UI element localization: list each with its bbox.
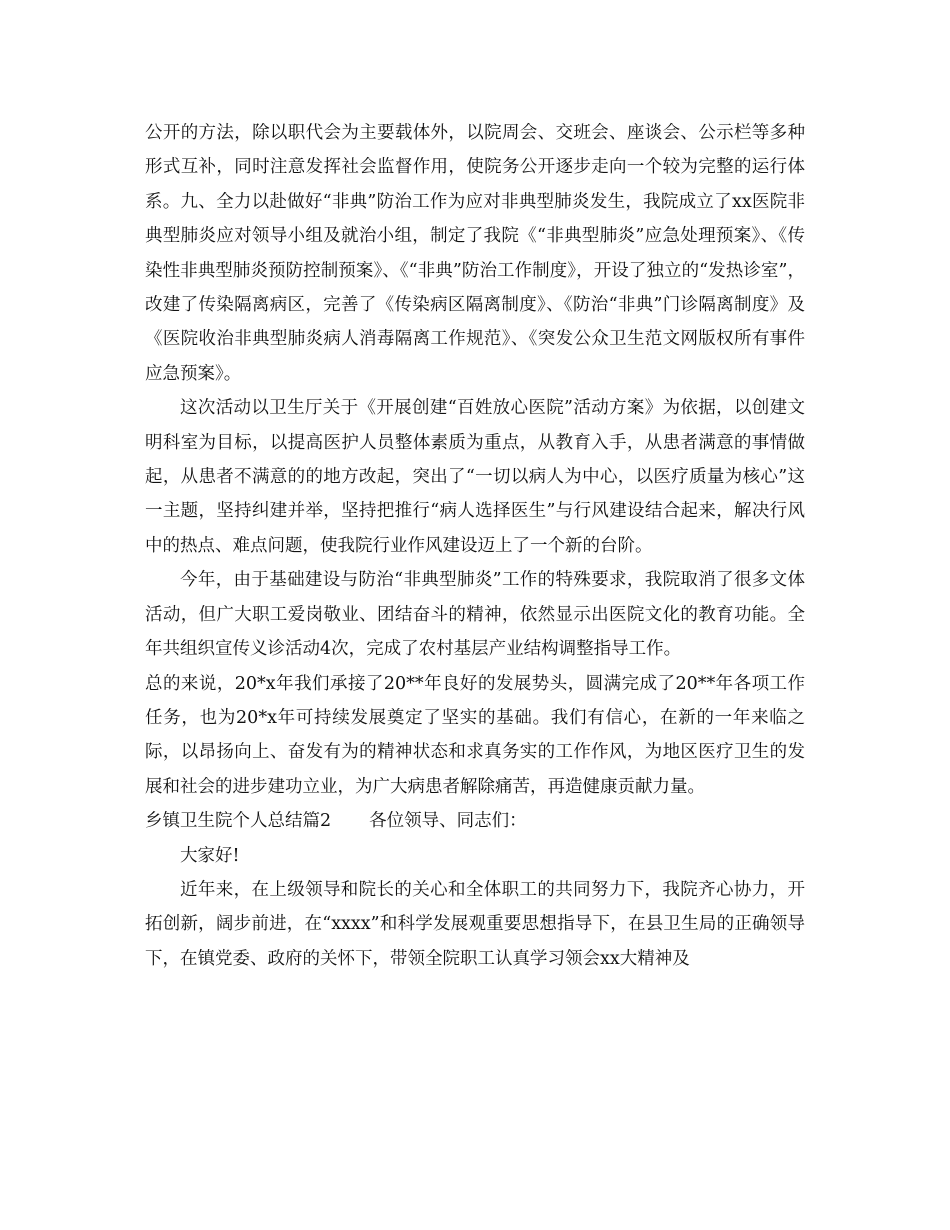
paragraph-recent-years: 近年来，在上级领导和院长的关心和全体职工的共同努力下，我院齐心协力，开拓创新，阔步前进，在“xxxx”和科学发展观重要思想指导下，在县卫生局的正确领导下，在镇党委、政府的关怀下，带领全院职工认真学习领会xx大精神及 (145, 879, 805, 969)
paragraph-this-year: 今年，由于基础建设与防治“非典型肺炎”工作的特殊要求，我院取消了很多文体活动，但广大职工爱岗敬业、团结奋斗的精神，依然显示出医院文化的教育功能。全年共组织宣传义诊活动4次，完成了农村基层产业结构调整指导工作。 (145, 570, 805, 660)
paragraph-campaign: 这次活动以卫生厅关于《开展创建“百姓放心医院”活动方案》为依据，以创建文明科室为目标，以提高医护人员整体素质为重点，从教育入手，从患者满意的事情做起，从患者不满意的的地方改起，突出了“一切以病人为中心，以医疗质量为核心”这一主题，坚持纠建并举，坚持把推行“病人选择医生”与行风建设结合起来，解决行风中的热点、难点问题，使我院行业作风建设迈上了一个新的台阶。 (145, 398, 805, 556)
salutation: 各位领导、同志们： (369, 811, 527, 832)
paragraph-summary: 总的来说，20*x年我们承接了20**年良好的发展势头，圆满完成了20**年各项工作任务，也为20*x年可持续发展奠定了坚实的基础。我们有信心，在新的一年来临之际，以昂扬向上、奋发有为的精神状态和求真务实的工作作风，为地区医疗卫生的发展和社会的进步建功立业，为广大病患者解除痛苦，再造健康贡献力量。 (145, 673, 805, 797)
paragraph-public-affairs: 公开的方法，除以职代会为主要载体外，以院周会、交班会、座谈会、公示栏等多种形式互补，同时注意发挥社会监督作用，使院务公开逐步走向一个较为完整的运行体系。九、全力以赴做好“非典”防治工作为应对非典型肺炎发生，我院成立了xx医院非典型肺炎应对领导小组及就治小组，制定了我院《“非典型肺炎”应急处理预案》、《传染性非典型肺炎预防控制预案》、《“非典”防治工作制度》，开设了独立的“发热诊室”，改建了传染隔离病区，完善了《传染病区隔离制度》、《防治“非典”门诊隔离制度》及《医院收治非典型肺炎病人消毒隔离工作规范》、《突发公众卫生范文网版权所有事件应急预案》。 (145, 123, 805, 384)
section-heading-line (145, 804, 805, 838)
section-heading: 乡镇卫生院个人总结篇2 (145, 811, 332, 832)
greeting: 大家好! (180, 845, 240, 866)
document-body (145, 116, 805, 976)
